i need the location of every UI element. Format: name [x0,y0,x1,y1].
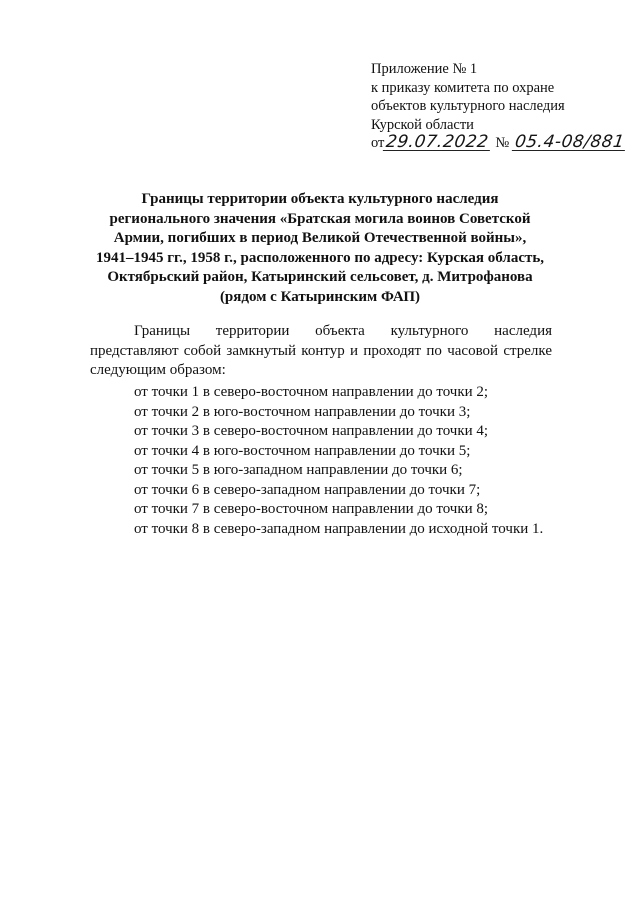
appendix-number: Приложение № 1 [371,61,478,77]
intro-paragraph: Границы территории объекта культурного наследия представляют собой замкнутый контур и проходят по часовой стрелке следующим образом: [90,323,552,378]
title-line: 1941–1945 гг., 1958 г., расположенного по адресу: Курская область, [95,249,545,266]
list-item: от точки 8 в северо-западном направлении до исходной точки 1. [134,520,544,537]
title-line: Границы территории объекта культурного наследия [141,191,499,207]
handwritten-date: 29.07.2022 [383,134,493,151]
list-item: от точки 2 в юго-восточном направлении до точки 3; [134,403,471,420]
title-line: (рядом с Катыринским ФАП) [219,288,421,305]
document-title [90,190,550,307]
appendix-date-line [371,134,626,153]
appendix-header [371,60,626,153]
title-line: Октябрьский район, Катыринский сельсовет, д. Митрофанова [107,269,533,285]
date-prefix: от [371,135,385,151]
title-line: регионального значения «Братская могила воинов Советской [109,210,531,227]
boundary-points-list [134,383,614,539]
list-item: от точки 7 в северо-восточном направлении до точки 8; [134,501,489,517]
list-item: от точки 1 в северо-восточном направлении до точки 2; [134,384,489,400]
appendix-region-line: Курской области [371,116,474,133]
handwritten-order-number: 05.4-08/881 [513,132,626,152]
number-prefix: № [495,135,510,151]
appendix-order-line: к приказу комитета по охране [371,79,555,96]
title-line: Армии, погибших в период Великой Отечественной войны», [113,230,527,246]
list-item: от точки 5 в юго-западном направлении до точки 6; [134,462,463,478]
list-item: от точки 6 в северо-западном направлении до точки 7; [134,481,481,498]
list-item: от точки 4 в юго-восточном направлении до точки 5; [134,442,471,459]
list-item: от точки 3 в северо-восточном направлении до точки 4; [134,423,489,439]
appendix-committee-line: объектов культурного наследия [371,98,565,114]
